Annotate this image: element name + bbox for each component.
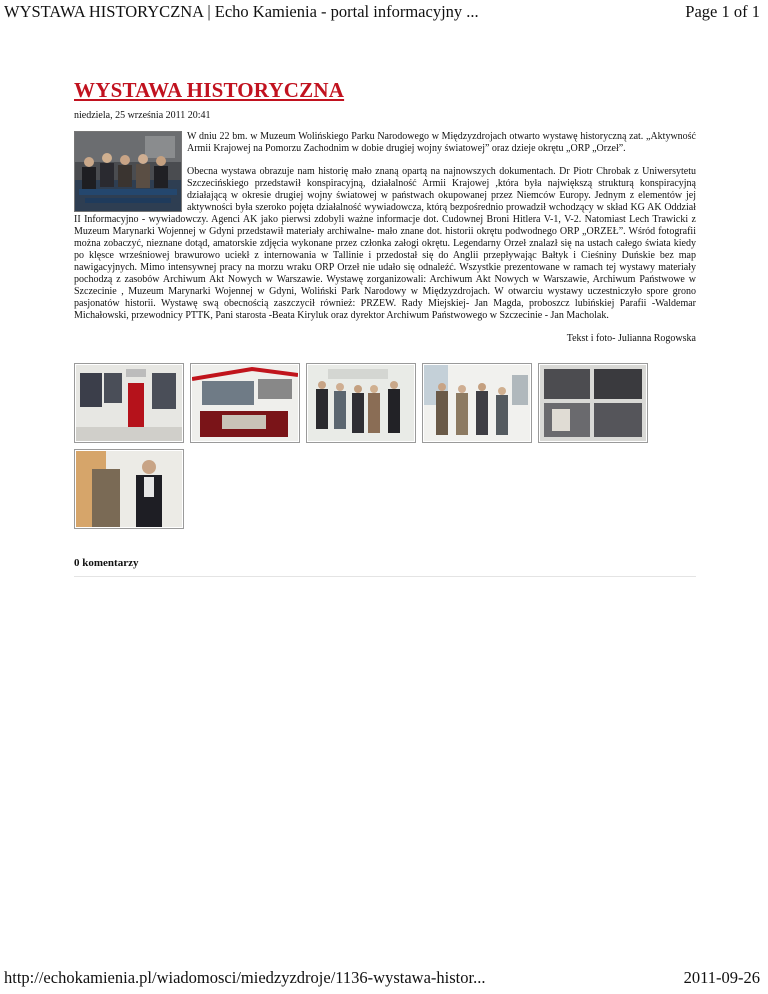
gallery-thumbnail[interactable] bbox=[306, 363, 416, 443]
print-header bbox=[4, 0, 764, 24]
print-footer-date: 2011-09-26 bbox=[683, 968, 760, 987]
article-title[interactable]: WYSTAWA HISTORYCZNA bbox=[74, 78, 345, 102]
comments-count-heading: 0 komentarzy bbox=[74, 555, 696, 577]
article-credit: Tekst i foto- Julianna Rogowska bbox=[566, 333, 696, 344]
gallery-thumbnail[interactable] bbox=[74, 449, 184, 529]
print-header-title: WYSTAWA HISTORYCZNA | Echo Kamienia - portal informacyjny ... bbox=[4, 2, 479, 21]
gallery-thumbnail[interactable] bbox=[74, 363, 184, 443]
article-date: niedziela, 25 września 2011 20:41 bbox=[74, 110, 211, 121]
print-footer bbox=[4, 966, 764, 990]
print-header-page-number: Page 1 of 1 bbox=[685, 2, 760, 21]
lead-photo-audience[interactable] bbox=[74, 131, 182, 212]
gallery-thumbnail[interactable] bbox=[422, 363, 532, 443]
gallery-thumbnail[interactable] bbox=[190, 363, 300, 443]
print-footer-url: http://echokamienia.pl/wiadomosci/miedzyzdroje/1136-wystawa-histor... bbox=[4, 968, 486, 987]
article bbox=[74, 76, 696, 577]
gallery-thumbnail[interactable] bbox=[538, 363, 648, 443]
article-paragraph: Obecna wystawa obrazuje nam historię mało znaną opartą na najnowszych dokumentach. Dr Piotr Chrobak z Uniwersytetu Szczecińskiego przedstawił konspiracyjną, działalność Armii Krajowej ,która była największą strukturą konspiracyjną działającą w okresie drugiej wojny światowej w państwach okupowanej przez Niemców Europy. Jednym z elementów jej aktywności była szeroko pojęta działalność wywiadowcza, którą bezpośrednio prowadził wchodzący w skład KG AK Oddział II Informacyjno - wywiadowczy. Agenci AK jako pierwsi zdobyli ważne informacje dot. Cudownej Broni Hitlera V-1, V-2. Natomiast Lech Trawicki z Muzeum Marynarki Wojennej w Gdyni przedstawił materiały archiwalne- mało znane dot. historii okrętu podwodnego ORP „ORZEŁ”. Wśród fotografii można zobaczyć, nieznane dotąd, amatorskie zdjęcia wykonane przez członka załogi okrętu. Legendarny Orzeł znalazł się na ustach całego świata kiedy po klęsce wrześniowej brawurowo uciekł z internowania w Tallinie i przedostał się do Anglii przepływając Bałtyk i Cieśniny Duńskie bez map nawigacyjnych. Mimo intensywnej pracy na morzu wraku ORP Orzeł nie udało się odnaleźć. Wszystkie prezentowane w ramach tej wystawy materiały pochodzą z zasobów Archiwum Akt Nowych w Warszawie. Wystawę zorganizowali: Archiwum Akt Nowych w Warszawie, Archiwum Państwowe w Szczecinie , Muzeum Marynarki Wojennej w Gdyni, Woliński Park Narodowy w Międzyzdrojach. W otwarciu wystawy uczestniczyło spore grono pasjonatów historii. Wystawę swą obecnością zaszczycił również: PRZEW. Rady Miejskiej- Jan Magda, proboszcz lubińskiej Parafii -Waldemar Michałowski, przewodnicy PTTK, Pani starosta -Beata Kiryluk oraz dyrektor Archiwum Państwowego w Szczecinie - Jan Macholak. bbox=[74, 166, 696, 321]
article-body bbox=[74, 131, 696, 322]
photo-gallery bbox=[74, 363, 696, 535]
article-paragraph: W dniu 22 bm. w Muzeum Wolińskiego Parku Narodowego w Międzyzdrojach otwarto wystawę historyczną zat. „Aktywność Armii Krajowej na Pomorzu Zachodnim w dobie drugiej wojny światowej” oraz dzieje okrętu „ORP „Orzeł”. bbox=[187, 131, 696, 154]
